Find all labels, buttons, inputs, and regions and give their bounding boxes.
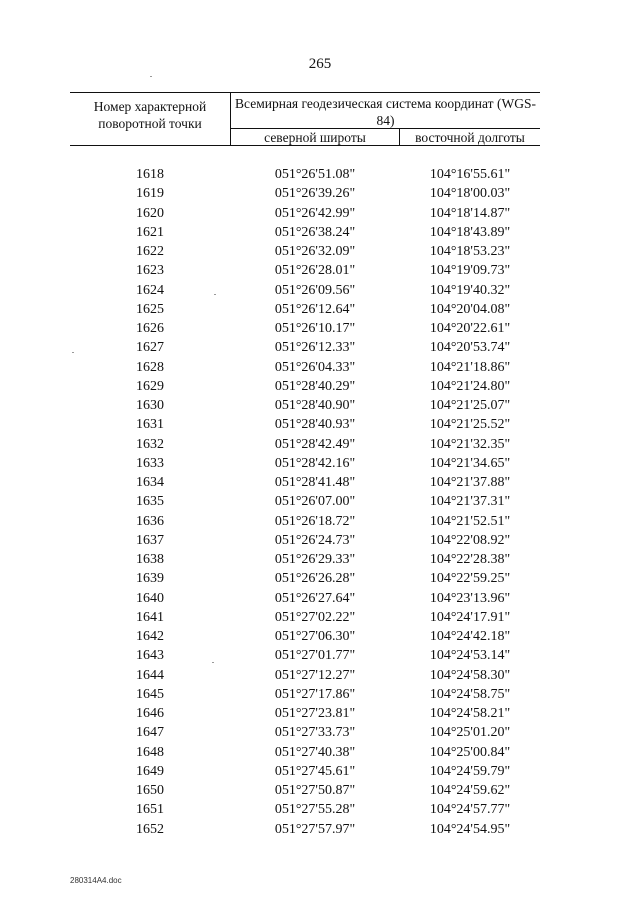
longitude-cell: 104°16'55.61": [429, 167, 511, 182]
longitude-cell: 104°20'22.61": [429, 321, 511, 336]
table-row: [70, 800, 540, 819]
table-row: [70, 512, 540, 531]
point-number-cell: 1637: [136, 532, 164, 548]
longitude-cell: 104°24'58.30": [429, 667, 511, 683]
longitude-cell: 104°20'04.08": [429, 301, 511, 317]
table-row: [70, 820, 540, 839]
latitude-cell: 051°26'18.72": [274, 513, 356, 529]
table-row: [70, 704, 540, 723]
longitude-cell: 104°24'17.91": [429, 609, 511, 625]
latitude-cell: 051°26'42.99": [274, 205, 356, 221]
point-number-cell: 1628: [136, 359, 164, 375]
table-row: [70, 666, 540, 685]
table-row: [70, 338, 540, 357]
table-header: [70, 92, 540, 146]
point-number-cell: 1625: [136, 301, 164, 317]
table-row: [70, 473, 540, 492]
table-row: [70, 319, 540, 338]
longitude-cell: 104°21'37.88": [429, 475, 511, 490]
longitude-cell: 104°21'18.86": [429, 359, 511, 375]
latitude-cell: 051°27'12.27": [274, 667, 356, 683]
table-row: [70, 762, 540, 781]
table-row: [70, 646, 540, 665]
point-number-cell: 1639: [136, 571, 164, 587]
point-number-cell: 1647: [136, 725, 164, 741]
scan-speck: [150, 76, 152, 77]
table-row: [70, 743, 540, 762]
longitude-cell: 104°22'08.92": [429, 532, 511, 548]
latitude-cell: 051°28'42.49": [274, 436, 356, 452]
table-row: [70, 281, 540, 300]
point-number-cell: 1634: [136, 475, 164, 490]
latitude-cell: 051°26'51.08": [274, 167, 356, 182]
point-number-cell: 1630: [136, 398, 164, 413]
latitude-cell: 051°27'50.87": [274, 783, 356, 798]
table-row: [70, 184, 540, 203]
point-number-cell: 1629: [136, 378, 164, 394]
latitude-cell: 051°27'02.22": [274, 609, 356, 625]
table-row: [70, 415, 540, 434]
point-number-cell: 1643: [136, 648, 164, 664]
longitude-cell: 104°21'25.52": [429, 417, 511, 433]
point-number-cell: 1622: [136, 244, 164, 259]
table-row: [70, 435, 540, 454]
header-point-number: Номер характерной поворотной точки: [93, 99, 207, 131]
longitude-cell: 104°21'52.51": [429, 513, 511, 529]
latitude-cell: 051°27'33.73": [274, 725, 356, 741]
scan-speck: [72, 352, 74, 353]
longitude-cell: 104°18'43.89": [429, 224, 511, 240]
latitude-cell: 051°26'12.64": [274, 301, 356, 317]
latitude-cell: 051°28'40.90": [274, 398, 356, 413]
point-number-cell: 1641: [136, 609, 164, 625]
point-number-cell: 1620: [136, 205, 164, 221]
longitude-cell: 104°24'58.75": [429, 686, 511, 702]
point-number-cell: 1627: [136, 340, 164, 356]
point-number-cell: 1646: [136, 706, 164, 721]
longitude-cell: 104°21'24.80": [429, 378, 511, 394]
longitude-cell: 104°24'42.18": [429, 629, 511, 644]
latitude-cell: 051°28'41.48": [274, 475, 356, 490]
longitude-cell: 104°24'59.79": [429, 763, 511, 779]
point-number-cell: 1649: [136, 763, 164, 779]
longitude-cell: 104°24'59.62": [429, 783, 511, 798]
scan-speck: [212, 662, 214, 663]
table-row: [70, 550, 540, 569]
longitude-cell: 104°24'57.77": [429, 802, 511, 818]
longitude-cell: 104°19'40.32": [429, 282, 511, 298]
table-row: [70, 685, 540, 704]
table-row: [70, 589, 540, 608]
longitude-cell: 104°22'59.25": [429, 571, 511, 587]
table-row: [70, 492, 540, 511]
table-row: [70, 377, 540, 396]
header-latitude: северной широты: [264, 130, 366, 145]
longitude-cell: 104°21'32.35": [429, 436, 511, 452]
header-wgs84-group: Всемирная геодезическая система координат (WGS-84): [235, 96, 536, 128]
longitude-cell: 104°18'14.87": [429, 205, 511, 221]
table-row: [70, 531, 540, 550]
point-number-cell: 1645: [136, 686, 164, 702]
point-number-cell: 1644: [136, 667, 164, 683]
longitude-cell: 104°24'54.95": [429, 821, 511, 837]
point-number-cell: 1633: [136, 455, 164, 471]
latitude-cell: 051°26'26.28": [274, 571, 356, 587]
table-row: [70, 723, 540, 742]
latitude-cell: 051°28'40.93": [274, 417, 356, 433]
longitude-cell: 104°20'53.74": [429, 340, 511, 356]
point-number-cell: 1632: [136, 436, 164, 452]
point-number-cell: 1650: [136, 783, 164, 798]
table-row: [70, 627, 540, 646]
longitude-cell: 104°24'53.14": [429, 648, 511, 664]
latitude-cell: 051°26'12.33": [274, 340, 356, 356]
point-number-cell: 1631: [136, 417, 164, 433]
longitude-cell: 104°23'13.96": [429, 590, 511, 606]
point-number-cell: 1635: [136, 494, 164, 510]
point-number-cell: 1624: [136, 282, 164, 298]
table-row: [70, 300, 540, 319]
scan-speck: [214, 294, 216, 295]
table-row: [70, 165, 540, 184]
table-row: [70, 396, 540, 415]
latitude-cell: 051°27'55.28": [274, 802, 356, 818]
point-number-cell: 1652: [136, 821, 164, 837]
table-row: [70, 204, 540, 223]
latitude-cell: 051°26'38.24": [274, 224, 356, 240]
latitude-cell: 051°26'07.00": [274, 494, 356, 510]
header-longitude: восточной долготы: [415, 130, 525, 145]
latitude-cell: 051°27'40.38": [274, 744, 356, 760]
longitude-cell: 104°18'00.03": [429, 186, 511, 202]
point-number-cell: 1651: [136, 802, 164, 818]
latitude-cell: 051°26'04.33": [274, 359, 356, 375]
longitude-cell: 104°18'53.23": [429, 244, 511, 259]
table-row: [70, 223, 540, 242]
latitude-cell: 051°26'24.73": [274, 532, 356, 548]
latitude-cell: 051°26'27.64": [274, 590, 356, 606]
latitude-cell: 051°27'06.30": [274, 629, 356, 644]
latitude-cell: 051°26'09.56": [274, 282, 356, 298]
document-filename: 280314A4.doc: [70, 876, 122, 885]
point-number-cell: 1618: [136, 167, 164, 182]
latitude-cell: 051°27'17.86": [274, 686, 356, 702]
table-row: [70, 261, 540, 280]
point-number-cell: 1626: [136, 321, 164, 336]
longitude-cell: 104°25'01.20": [429, 725, 511, 741]
point-number-cell: 1623: [136, 263, 164, 279]
latitude-cell: 051°26'10.17": [274, 321, 356, 336]
longitude-cell: 104°25'00.84": [429, 744, 511, 760]
point-number-cell: 1619: [136, 186, 164, 202]
latitude-cell: 051°27'45.61": [274, 763, 356, 779]
point-number-cell: 1640: [136, 590, 164, 606]
point-number-cell: 1636: [136, 513, 164, 529]
table-row: [70, 454, 540, 473]
table-row: [70, 242, 540, 261]
table-row: [70, 358, 540, 377]
latitude-cell: 051°26'39.26": [274, 186, 356, 202]
table-row: [70, 608, 540, 627]
table-row: [70, 781, 540, 800]
longitude-cell: 104°22'28.38": [429, 552, 511, 567]
header-top-rule: [70, 92, 540, 93]
latitude-cell: 051°26'28.01": [274, 263, 356, 279]
point-number-cell: 1638: [136, 552, 164, 567]
table-row: [70, 569, 540, 588]
longitude-cell: 104°21'34.65": [429, 455, 511, 471]
longitude-cell: 104°19'09.73": [429, 263, 511, 279]
longitude-cell: 104°24'58.21": [429, 706, 511, 721]
latitude-cell: 051°28'42.16": [274, 455, 356, 471]
longitude-cell: 104°21'37.31": [429, 494, 511, 510]
latitude-cell: 051°27'01.77": [274, 648, 356, 664]
point-number-cell: 1642: [136, 629, 164, 644]
latitude-cell: 051°26'29.33": [274, 552, 356, 567]
longitude-cell: 104°21'25.07": [429, 398, 511, 413]
latitude-cell: 051°27'57.97": [274, 821, 356, 837]
latitude-cell: 051°26'32.09": [274, 244, 356, 259]
point-number-cell: 1621: [136, 224, 164, 240]
page-number: 265: [308, 56, 332, 72]
latitude-cell: 051°28'40.29": [274, 378, 356, 394]
coordinate-table-body: [70, 165, 540, 839]
point-number-cell: 1648: [136, 744, 164, 760]
latitude-cell: 051°27'23.81": [274, 706, 356, 721]
